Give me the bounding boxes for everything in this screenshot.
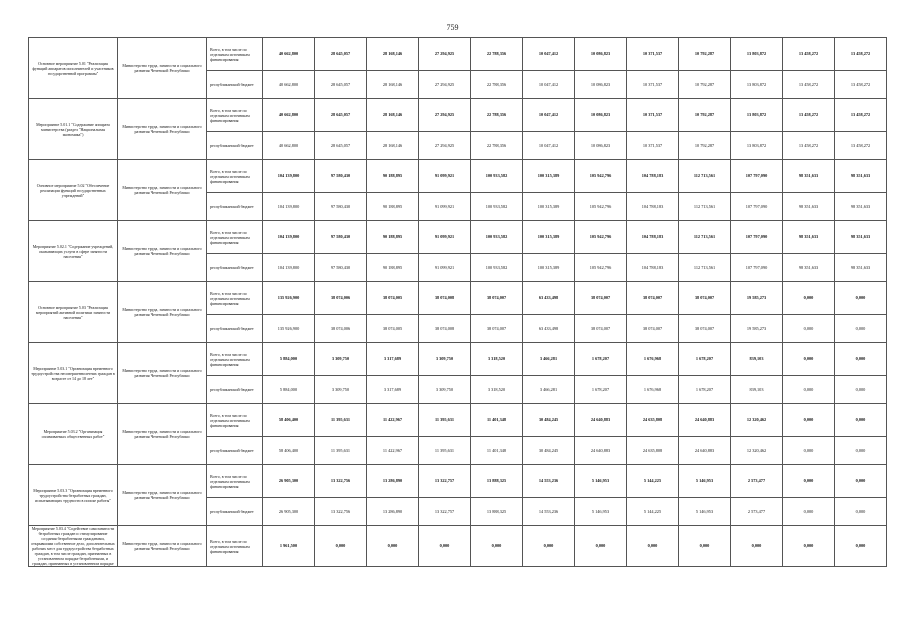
regional-value-cell: 22 788,356 (471, 132, 523, 160)
total-value-cell: 40 662,800 (263, 38, 315, 71)
funding-source-regional: республиканский бюджет (207, 71, 263, 99)
regional-value-cell: 105 942,796 (575, 254, 627, 282)
total-value-cell: 24 635,808 (627, 404, 679, 437)
total-value-cell: 10 086,823 (575, 99, 627, 132)
regional-value-cell: 30 484,245 (523, 437, 575, 465)
executor: Министерство труда, занятости и социального развития Чеченской Республики (118, 221, 207, 282)
regional-value-cell: 98 351,633 (835, 254, 887, 282)
regional-value-cell: 97 580,430 (315, 254, 367, 282)
regional-value-cell: 3 309,750 (315, 376, 367, 404)
total-value-cell: 3 318,520 (471, 343, 523, 376)
regional-value-cell: 1 678,207 (575, 376, 627, 404)
total-value-cell: 28 168,146 (367, 99, 419, 132)
total-value-cell: 13 803,872 (731, 99, 783, 132)
total-value-cell: 38 074,007 (627, 282, 679, 315)
total-value-cell: 27 294,925 (419, 38, 471, 71)
regional-value-cell: 38 074,005 (367, 315, 419, 343)
regional-value-cell: 91 099,921 (419, 193, 471, 221)
regional-value-cell: 22 788,356 (471, 71, 523, 99)
total-value-cell: 0,000 (783, 343, 835, 376)
table-row (29, 160, 887, 193)
funding-source-total: Всего, в том числе по отдельным источникам финансирования (207, 38, 263, 71)
table-row (29, 465, 887, 498)
table-row (29, 38, 887, 71)
total-value-cell: 24 640,883 (575, 404, 627, 437)
executor: Министерство труда, занятости и социального развития Чеченской Республики (118, 99, 207, 160)
total-value-cell: 104 788,183 (627, 160, 679, 193)
total-value-cell: 0,000 (523, 526, 575, 567)
total-value-cell: 5 146,953 (575, 465, 627, 498)
total-value-cell: 22 788,356 (471, 38, 523, 71)
total-value-cell: 0,000 (419, 526, 471, 567)
regional-value-cell: 13 458,272 (783, 132, 835, 160)
event-name: Основное мероприятие 5.03 "Реализация мероприятий активной политики занятости населения" (29, 282, 118, 343)
total-value-cell: 104 139,800 (263, 221, 315, 254)
executor: Министерство труда, занятости и социального развития Чеченской Республики (118, 160, 207, 221)
table-row (29, 526, 887, 567)
regional-value-cell: 0,000 (783, 376, 835, 404)
total-value-cell: 58 406,400 (263, 404, 315, 437)
total-value-cell: 0,000 (783, 526, 835, 567)
regional-value-cell: 13 458,272 (835, 71, 887, 99)
total-value-cell: 0,000 (315, 526, 367, 567)
total-value-cell: 13 322,757 (419, 465, 471, 498)
total-value-cell: 3 309,750 (419, 343, 471, 376)
total-value-cell: 1 678,207 (575, 343, 627, 376)
total-value-cell: 2 573,477 (731, 465, 783, 498)
total-value-cell: 22 788,356 (471, 99, 523, 132)
total-value-cell: 98 351,633 (783, 221, 835, 254)
total-value-cell: 90 188,895 (367, 221, 419, 254)
table-body (29, 38, 887, 567)
event-name: Мероприятие 5.03.3 "Организация временного трудоустройства безработных граждан, испытывающих трудности в поиске работы" (29, 465, 118, 526)
regional-value-cell: 24 635,808 (627, 437, 679, 465)
funding-source-total: Всего, в том числе по отдельным источникам финансирования (207, 99, 263, 132)
regional-value-cell: 3 309,750 (419, 376, 471, 404)
total-value-cell: 10 792,287 (679, 99, 731, 132)
regional-value-cell: 38 074,006 (315, 315, 367, 343)
regional-value-cell: 90 188,895 (367, 193, 419, 221)
total-value-cell: 28 645,057 (315, 99, 367, 132)
regional-value-cell: 58 406,400 (263, 437, 315, 465)
regional-value-cell: 5 146,953 (575, 498, 627, 526)
total-value-cell: 91 099,921 (419, 221, 471, 254)
total-value-cell: 0,000 (679, 526, 731, 567)
regional-value-cell: 90 188,895 (367, 254, 419, 282)
regional-value-cell: 100 315,389 (523, 193, 575, 221)
total-value-cell: 24 640,883 (679, 404, 731, 437)
funding-source-total: Всего, в том числе по отдельным источникам финансирования (207, 343, 263, 376)
regional-value-cell: 3 318,520 (471, 376, 523, 404)
total-value-cell: 10 047,412 (523, 99, 575, 132)
regional-value-cell: 13 322,756 (315, 498, 367, 526)
regional-value-cell: 135 926,900 (263, 315, 315, 343)
total-value-cell: 1 678,207 (679, 343, 731, 376)
total-value-cell: 100 933,582 (471, 221, 523, 254)
regional-value-cell: 11 422,967 (367, 437, 419, 465)
regional-value-cell: 28 645,057 (315, 132, 367, 160)
total-value-cell: 104 139,800 (263, 160, 315, 193)
total-value-cell: 5 146,953 (679, 465, 731, 498)
event-name: Мероприятие 5.03.4 "Содействие самозанятости безработных граждан и стимулирование создания безработными гражданами, открывшими собственное дело, дополнительных рабочих мест для трудоустройства безработных граждан, в том числе граждан, признанных в установленном порядке безработными, и граждан, признанных в установленном порядке (29, 526, 118, 567)
total-value-cell: 10 792,287 (679, 38, 731, 71)
regional-value-cell: 13 286,890 (367, 498, 419, 526)
total-value-cell: 11 395,631 (315, 404, 367, 437)
regional-value-cell: 1 676,968 (627, 376, 679, 404)
regional-value-cell: 12 320,462 (731, 437, 783, 465)
regional-value-cell: 38 074,007 (575, 315, 627, 343)
total-value-cell: 100 315,389 (523, 160, 575, 193)
total-value-cell: 0,000 (783, 465, 835, 498)
total-value-cell: 11 422,967 (367, 404, 419, 437)
executor: Министерство труда, занятости и социального развития Чеченской Республики (118, 465, 207, 526)
total-value-cell: 104 788,183 (627, 221, 679, 254)
total-value-cell: 97 580,430 (315, 221, 367, 254)
funding-source-regional: республиканский бюджет (207, 498, 263, 526)
regional-value-cell: 112 713,561 (679, 254, 731, 282)
regional-value-cell: 13 458,272 (783, 71, 835, 99)
total-value-cell: 100 933,582 (471, 160, 523, 193)
total-value-cell: 98 351,633 (835, 160, 887, 193)
regional-value-cell: 10 047,412 (523, 132, 575, 160)
regional-value-cell: 11 395,631 (419, 437, 471, 465)
regional-value-cell: 28 168,146 (367, 71, 419, 99)
regional-value-cell: 10 792,287 (679, 71, 731, 99)
total-value-cell: 38 074,005 (367, 282, 419, 315)
regional-value-cell: 2 573,477 (731, 498, 783, 526)
executor: Министерство труда, занятости и социального развития Чеченской Республики (118, 38, 207, 99)
regional-value-cell: 19 585,273 (731, 315, 783, 343)
event-name: Основное мероприятие 5.02 "Обеспечение реализации функций государственных учреждений" (29, 160, 118, 221)
regional-value-cell: 38 074,007 (471, 315, 523, 343)
total-value-cell: 10 047,412 (523, 38, 575, 71)
total-value-cell: 11 395,631 (419, 404, 471, 437)
regional-value-cell: 38 074,008 (419, 315, 471, 343)
budget-table (28, 37, 887, 567)
event-name: Мероприятие 5.03.2 "Организация оплачиваемых общественных работ" (29, 404, 118, 465)
event-name: Основное мероприятие 5.01 "Реализация функций аппаратов исполнителей и участников государственной программы" (29, 38, 118, 99)
regional-value-cell: 0,000 (835, 437, 887, 465)
regional-value-cell: 13 458,272 (835, 132, 887, 160)
regional-value-cell: 11 401,348 (471, 437, 523, 465)
total-value-cell: 19 585,273 (731, 282, 783, 315)
funding-source-total: Всего, в том числе по отдельным источникам финансирования (207, 465, 263, 498)
table-row (29, 99, 887, 132)
total-value-cell: 13 458,272 (783, 99, 835, 132)
total-value-cell: 91 099,921 (419, 160, 471, 193)
total-value-cell: 11 401,348 (471, 404, 523, 437)
regional-value-cell: 105 942,796 (575, 193, 627, 221)
event-name: Мероприятие 5.03.1 "Организация временного трудоустройства несовершеннолетних граждан в возрасте от 14 до 18 лет" (29, 343, 118, 404)
total-value-cell: 98 351,633 (783, 160, 835, 193)
regional-value-cell: 13 803,872 (731, 71, 783, 99)
regional-value-cell: 98 351,633 (835, 193, 887, 221)
regional-value-cell: 839,103 (731, 376, 783, 404)
regional-value-cell: 63 433,498 (523, 315, 575, 343)
regional-value-cell: 0,000 (835, 498, 887, 526)
total-value-cell: 112 713,561 (679, 160, 731, 193)
total-value-cell: 0,000 (835, 282, 887, 315)
page-number: 759 (446, 23, 459, 32)
total-value-cell: 38 074,007 (679, 282, 731, 315)
total-value-cell: 40 662,800 (263, 99, 315, 132)
total-value-cell: 0,000 (575, 526, 627, 567)
total-value-cell: 38 074,008 (419, 282, 471, 315)
total-value-cell: 38 074,007 (471, 282, 523, 315)
total-value-cell: 0,000 (835, 465, 887, 498)
funding-source-total: Всего, в том числе по отдельным источникам финансирования (207, 282, 263, 315)
regional-value-cell: 98 351,633 (783, 193, 835, 221)
total-value-cell: 0,000 (731, 526, 783, 567)
total-value-cell: 100 315,389 (523, 221, 575, 254)
total-value-cell: 30 484,245 (523, 404, 575, 437)
total-value-cell: 13 458,272 (835, 99, 887, 132)
total-value-cell: 14 553,236 (523, 465, 575, 498)
total-value-cell: 28 168,146 (367, 38, 419, 71)
regional-value-cell: 107 797,090 (731, 254, 783, 282)
total-value-cell: 0,000 (835, 404, 887, 437)
regional-value-cell: 0,000 (835, 315, 887, 343)
total-value-cell: 1 961,500 (263, 526, 315, 567)
funding-source-total: Всего, в том числе по отдельным источникам финансирования (207, 160, 263, 193)
total-value-cell: 107 797,090 (731, 221, 783, 254)
funding-source-regional: республиканский бюджет (207, 132, 263, 160)
executor: Министерство труда, занятости и социального развития Чеченской Республики (118, 526, 207, 567)
event-name: Мероприятие 5.02.1 "Содержание учреждений, оказывающих услуги в сфере занятости населения" (29, 221, 118, 282)
funding-source-regional: республиканский бюджет (207, 193, 263, 221)
total-value-cell: 3 317,689 (367, 343, 419, 376)
regional-value-cell: 0,000 (835, 376, 887, 404)
total-value-cell: 13 888,325 (471, 465, 523, 498)
regional-value-cell: 5 884,000 (263, 376, 315, 404)
total-value-cell: 13 286,890 (367, 465, 419, 498)
regional-value-cell: 13 803,872 (731, 132, 783, 160)
regional-value-cell: 24 640,883 (679, 437, 731, 465)
regional-value-cell: 100 933,582 (471, 254, 523, 282)
executor: Министерство труда, занятости и социального развития Чеченской Республики (118, 343, 207, 404)
total-value-cell: 97 580,430 (315, 160, 367, 193)
regional-value-cell: 107 797,090 (731, 193, 783, 221)
funding-source-regional: республиканский бюджет (207, 376, 263, 404)
regional-value-cell: 104 788,183 (627, 254, 679, 282)
regional-value-cell: 11 395,631 (315, 437, 367, 465)
regional-value-cell: 24 640,883 (575, 437, 627, 465)
funding-source-total: Всего, в том числе по отдельным источникам финансирования (207, 526, 263, 567)
regional-value-cell: 5 144,225 (627, 498, 679, 526)
table-row (29, 404, 887, 437)
total-value-cell: 12 320,462 (731, 404, 783, 437)
total-value-cell: 112 713,561 (679, 221, 731, 254)
regional-value-cell: 38 074,007 (679, 315, 731, 343)
total-value-cell: 98 351,633 (835, 221, 887, 254)
regional-value-cell: 10 371,537 (627, 132, 679, 160)
total-value-cell: 0,000 (783, 404, 835, 437)
regional-value-cell: 91 099,921 (419, 254, 471, 282)
regional-value-cell: 28 645,057 (315, 71, 367, 99)
total-value-cell: 13 803,872 (731, 38, 783, 71)
regional-value-cell: 28 168,146 (367, 132, 419, 160)
regional-value-cell: 3 466,281 (523, 376, 575, 404)
regional-value-cell: 100 315,389 (523, 254, 575, 282)
total-value-cell: 1 676,968 (627, 343, 679, 376)
regional-value-cell: 10 371,537 (627, 71, 679, 99)
total-value-cell: 26 905,300 (263, 465, 315, 498)
funding-source-regional: республиканский бюджет (207, 437, 263, 465)
regional-value-cell: 104 139,800 (263, 254, 315, 282)
regional-value-cell: 0,000 (783, 315, 835, 343)
total-value-cell: 0,000 (783, 282, 835, 315)
regional-value-cell: 3 317,689 (367, 376, 419, 404)
regional-value-cell: 26 905,300 (263, 498, 315, 526)
regional-value-cell: 10 086,823 (575, 132, 627, 160)
regional-value-cell: 10 086,823 (575, 71, 627, 99)
regional-value-cell: 40 662,800 (263, 132, 315, 160)
funding-source-total: Всего, в том числе по отдельным источникам финансирования (207, 404, 263, 437)
total-value-cell: 839,103 (731, 343, 783, 376)
regional-value-cell: 100 933,582 (471, 193, 523, 221)
regional-value-cell: 1 678,207 (679, 376, 731, 404)
funding-source-regional: республиканский бюджет (207, 315, 263, 343)
total-value-cell: 0,000 (627, 526, 679, 567)
total-value-cell: 3 466,281 (523, 343, 575, 376)
regional-value-cell: 27 294,925 (419, 71, 471, 99)
table-row (29, 343, 887, 376)
regional-value-cell: 0,000 (783, 498, 835, 526)
regional-value-cell: 13 322,757 (419, 498, 471, 526)
regional-value-cell: 97 580,430 (315, 193, 367, 221)
regional-value-cell: 98 351,633 (783, 254, 835, 282)
executor: Министерство труда, занятости и социального развития Чеченской Республики (118, 282, 207, 343)
total-value-cell: 105 942,796 (575, 221, 627, 254)
funding-source-total: Всего, в том числе по отдельным источникам финансирования (207, 221, 263, 254)
total-value-cell: 90 188,895 (367, 160, 419, 193)
total-value-cell: 28 645,057 (315, 38, 367, 71)
total-value-cell: 0,000 (471, 526, 523, 567)
regional-value-cell: 14 553,236 (523, 498, 575, 526)
regional-value-cell: 10 792,287 (679, 132, 731, 160)
table-row (29, 221, 887, 254)
total-value-cell: 5 884,000 (263, 343, 315, 376)
total-value-cell: 38 074,007 (575, 282, 627, 315)
regional-value-cell: 27 294,925 (419, 132, 471, 160)
total-value-cell: 13 322,756 (315, 465, 367, 498)
regional-value-cell: 5 146,953 (679, 498, 731, 526)
total-value-cell: 107 797,090 (731, 160, 783, 193)
total-value-cell: 63 433,498 (523, 282, 575, 315)
total-value-cell: 10 371,537 (627, 38, 679, 71)
event-name: Мероприятие 5.01.1 "Содержание аппарата министерства (раздел "Национальная экономика") (29, 99, 118, 160)
executor: Министерство труда, занятости и социального развития Чеченской Республики (118, 404, 207, 465)
regional-value-cell: 40 662,800 (263, 71, 315, 99)
regional-value-cell: 0,000 (783, 437, 835, 465)
total-value-cell: 10 086,823 (575, 38, 627, 71)
regional-value-cell: 104 788,183 (627, 193, 679, 221)
total-value-cell: 5 144,225 (627, 465, 679, 498)
total-value-cell: 38 074,006 (315, 282, 367, 315)
regional-value-cell: 10 047,412 (523, 71, 575, 99)
regional-value-cell: 13 888,325 (471, 498, 523, 526)
total-value-cell: 105 942,796 (575, 160, 627, 193)
total-value-cell: 3 309,750 (315, 343, 367, 376)
regional-value-cell: 104 139,800 (263, 193, 315, 221)
total-value-cell: 13 458,272 (835, 38, 887, 71)
table-row (29, 282, 887, 315)
total-value-cell: 10 371,537 (627, 99, 679, 132)
regional-value-cell: 38 074,007 (627, 315, 679, 343)
total-value-cell: 135 926,900 (263, 282, 315, 315)
regional-value-cell: 112 713,561 (679, 193, 731, 221)
total-value-cell: 0,000 (835, 343, 887, 376)
total-value-cell: 13 458,272 (783, 38, 835, 71)
total-value-cell: 0,000 (835, 526, 887, 567)
total-value-cell: 27 294,925 (419, 99, 471, 132)
funding-source-regional: республиканский бюджет (207, 254, 263, 282)
total-value-cell: 0,000 (367, 526, 419, 567)
